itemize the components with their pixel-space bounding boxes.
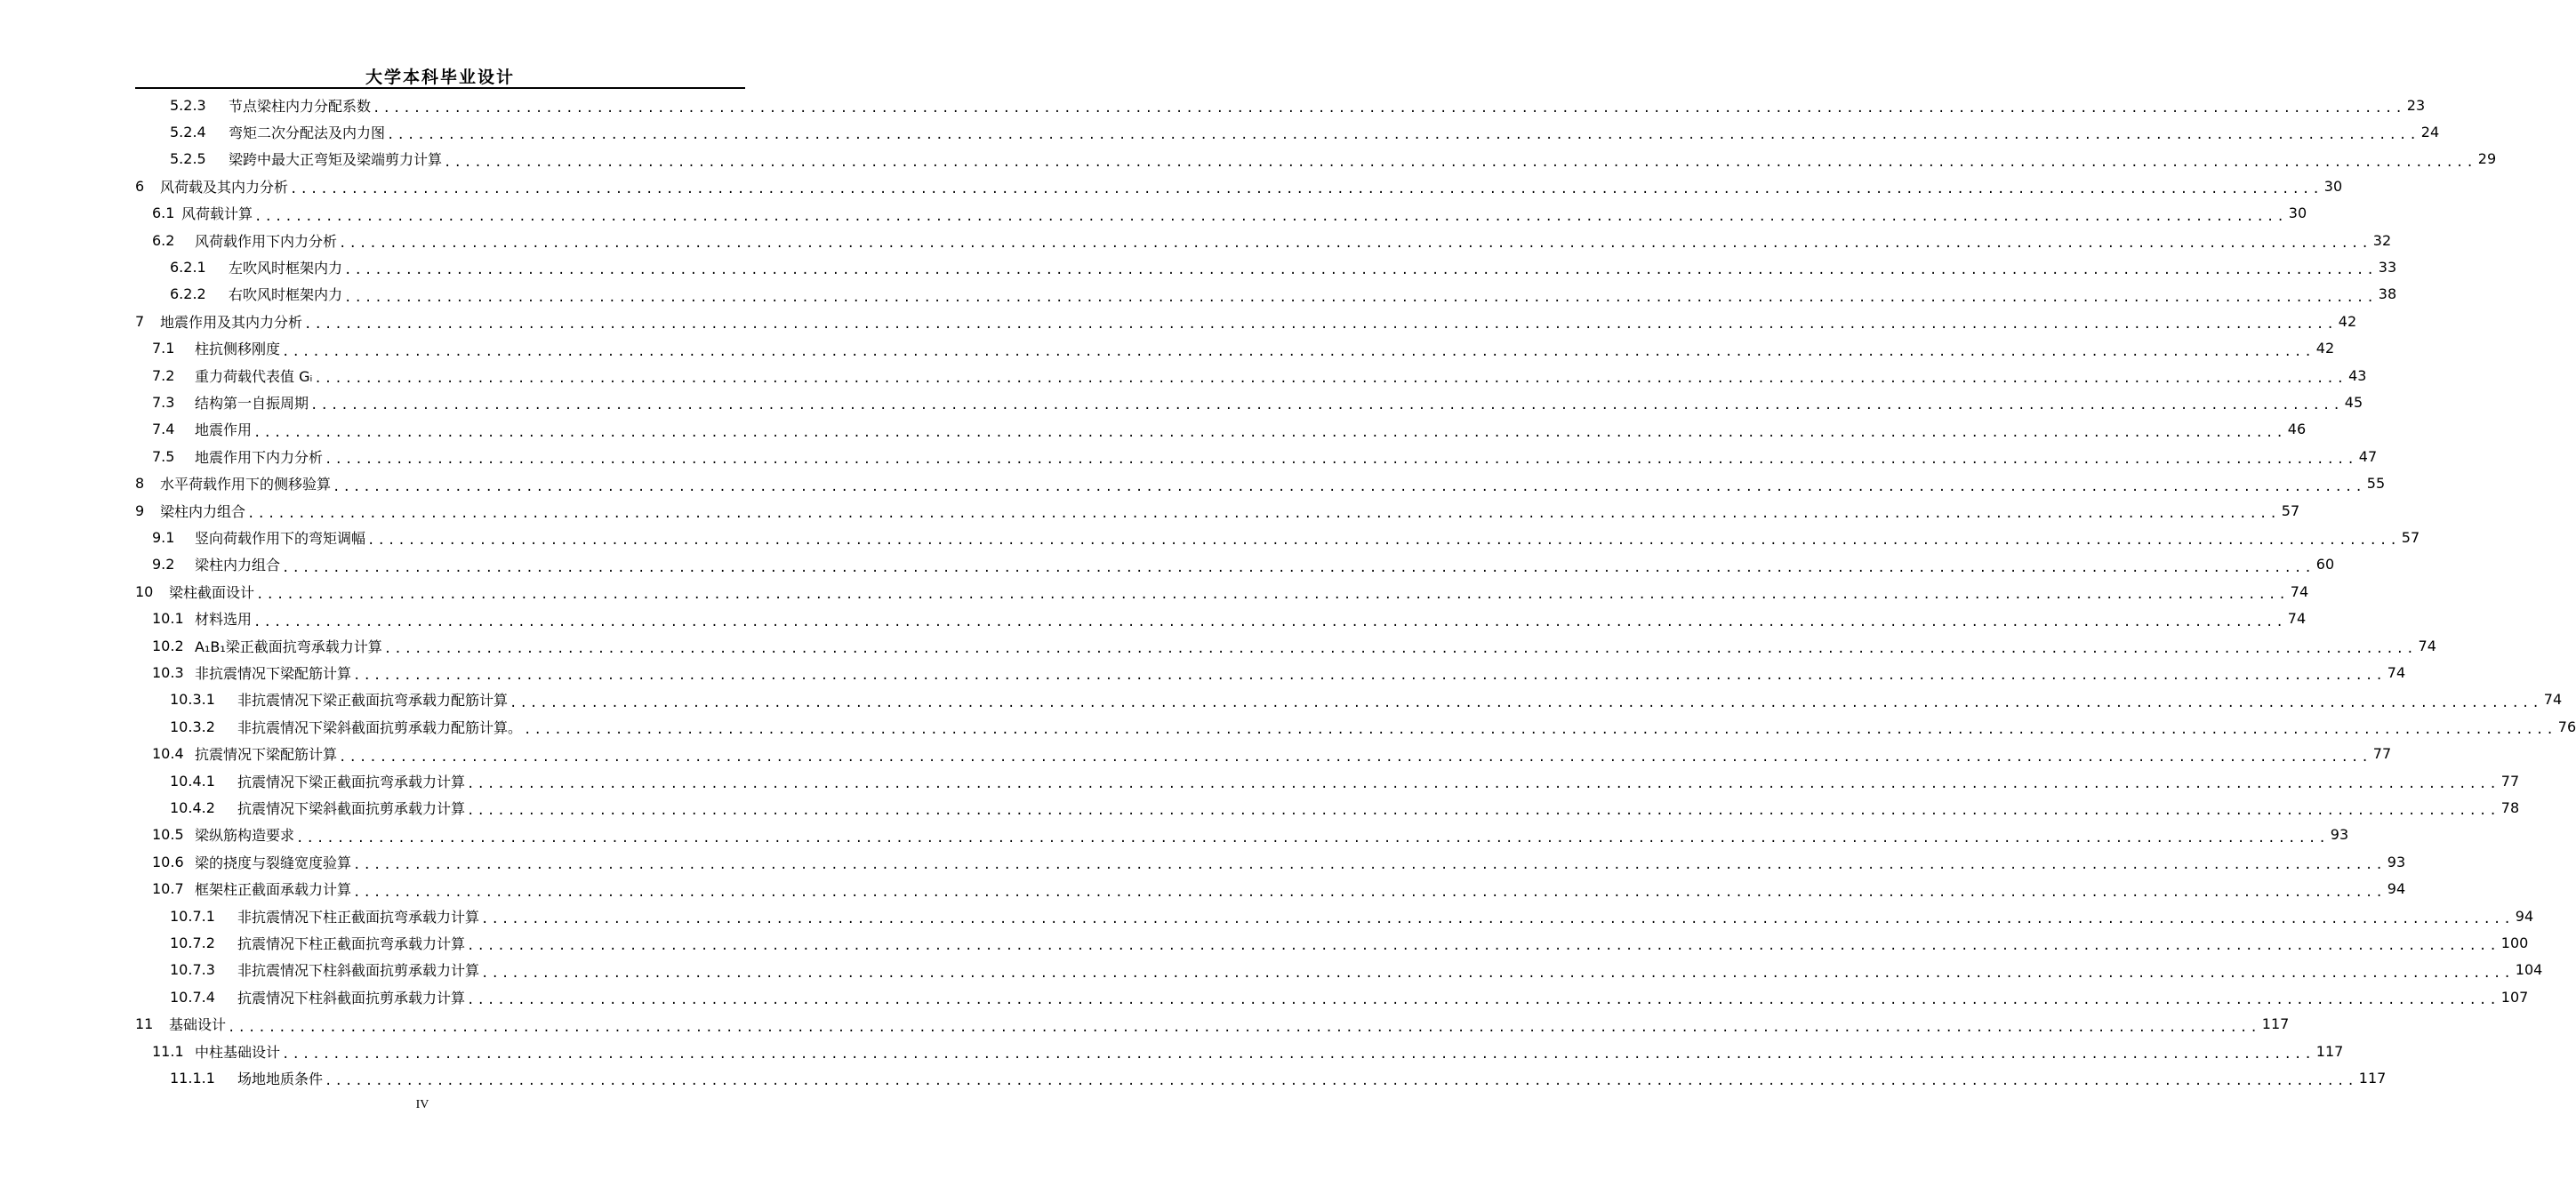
toc-entry-number: 10.5 [152,826,184,844]
toc-dot-leader: ........................................................................................................................................................................................................ [353,669,2386,684]
toc-entry-page: 29 [2477,150,2497,168]
toc-entry-title: 抗震情况下柱斜截面抗剪承载力计算 [237,989,466,1007]
toc-entry-title: 风荷载及其内力分析 [160,178,289,196]
toc-entry-page: 55 [2366,475,2386,493]
toc-entry[interactable] [152,822,2349,848]
toc-entry-page: 76 [2557,718,2576,735]
toc-entry-number: 10.2 [152,637,184,654]
toc-entry-number: 10.7.1 [170,907,215,925]
toc-entry-page: 45 [2344,393,2363,411]
toc-dot-leader: ........................................................................................................................................................................................................ [254,209,2287,224]
toc-entry-number: 10.4 [152,745,184,763]
toc-entry-page: 38 [2378,285,2397,303]
toc-entry[interactable] [152,1038,2344,1064]
toc-entry[interactable] [170,902,2534,929]
toc-entry[interactable] [170,767,2520,794]
toc-entry-title: 非抗震情况下梁配筋计算 [195,664,352,682]
toc-entry-title: 竖向荷载作用下的弯矩调幅 [195,529,366,547]
toc-dot-leader: ........................................................................................................................................................................................................ [467,939,2500,954]
toc-entry-title: 地震作用及其内力分析 [160,313,303,331]
toc-dot-leader: ........................................................................................................................................................................................................ [467,777,2500,791]
toc-entry-number: 10.6 [152,853,184,870]
toc-entry-number: 6.2.2 [170,285,206,303]
toc-entry-number: 11.1 [152,1042,184,1060]
toc-entry[interactable] [152,741,2392,767]
toc-entry-title: 中柱基础设计 [195,1043,281,1061]
toc-entry-title: 重力荷载代表值 Gᵢ [195,367,313,385]
toc-entry-number: 7.3 [152,393,175,411]
toc-entry-number: 11.1.1 [170,1069,215,1087]
toc-entry-page: 42 [2338,312,2357,330]
toc-entry-title: 材料选用 [195,611,253,629]
toc-dot-leader: ........................................................................................................................................................................................................ [282,1047,2315,1062]
toc-entry-number: 7.2 [152,366,175,384]
toc-entry-number: 7.4 [152,421,175,438]
toc-entry[interactable] [152,632,2436,659]
toc-entry-page: 74 [2543,691,2563,709]
toc-entry-title: 风荷载计算 [181,205,253,223]
toc-entry-title: 非抗震情况下梁正截面抗弯承载力配筋计算 [237,692,509,710]
toc-entry[interactable] [170,92,2426,118]
toc-entry-title: 框架柱正截面承载力计算 [195,881,352,899]
toc-entry[interactable] [135,470,2386,497]
toc-entry-title: 场地地质条件 [237,1070,324,1087]
footer-page-number: IV [415,1098,429,1111]
toc-dot-leader: ........................................................................................................................................................................................................ [510,695,2542,710]
toc-entry-page: 77 [2500,772,2520,790]
toc-entry[interactable] [152,848,2406,875]
toc-entry-title: 非抗震情况下柱斜截面抗剪承载力计算 [237,962,480,980]
toc-dot-leader: ........................................................................................................................................................................................................ [344,290,2377,305]
toc-dot-leader: ........................................................................................................................................................................................................ [339,237,2371,251]
toc-entry-number: 5.2.4 [170,123,206,140]
toc-entry-page: 78 [2500,798,2520,816]
toc-entry-number: 10 [135,582,154,600]
toc-dot-leader: ........................................................................................................................................................................................................ [481,912,2514,926]
toc-entry-title: 结构第一自振周期 [195,394,309,412]
toc-entry[interactable] [152,362,2367,389]
toc-dot-leader: ........................................................................................................................................................................................................ [353,885,2386,900]
toc-entry-title: 水平荷载作用下的侧移验算 [160,476,332,493]
toc-entry-title: 地震作用下内力分析 [195,448,324,466]
toc-entry-page: 42 [2315,340,2335,357]
toc-entry[interactable] [170,253,2397,280]
toc-entry[interactable] [152,200,2307,227]
header-rule [135,87,745,89]
toc-entry-title: 节点梁柱内力分配系数 [229,97,372,115]
toc-dot-leader: ........................................................................................................................................................................................................ [304,317,2337,333]
toc-entry-page: 57 [2281,501,2300,519]
toc-entry-page: 104 [2515,961,2543,979]
toc-entry-number: 6.2 [152,231,175,249]
toc-entry-page: 107 [2500,988,2529,1006]
toc-entry-page: 117 [2315,1042,2344,1060]
toc-entry-number: 6 [135,177,145,195]
toc-entry-page: 74 [2418,637,2436,654]
toc-entry-title: 非抗震情况下梁斜截面抗剪承载力配筋计算。 [237,718,523,736]
toc-entry-page: 23 [2406,96,2426,114]
toc-entry-title: A₁B₁梁正截面抗弯承载力计算 [195,638,382,655]
toc-entry-number: 6.1 [152,205,175,222]
toc-entry-number: 5.2.5 [170,150,206,168]
toc-entry-page: 30 [2323,177,2343,195]
toc-entry-page: 100 [2500,934,2529,951]
toc-dot-leader: ........................................................................................................................................................................................................ [344,263,2377,278]
toc-entry-number: 7 [135,312,145,330]
toc-entry-number: 7.5 [152,447,175,465]
toc-dot-leader: ........................................................................................................................................................................................................ [481,966,2514,981]
toc-entry-title: 梁纵筋构造要求 [195,827,295,845]
toc-entry-title: 基础设计 [169,1016,227,1034]
toc-entry-title: 梁柱截面设计 [169,583,255,601]
toc-entry[interactable] [152,389,2363,415]
toc-entry-title: 地震作用 [195,421,253,439]
toc-entry-page: 93 [2387,853,2406,870]
toc-entry-page: 30 [2288,205,2307,222]
toc-entry[interactable] [152,524,2420,550]
toc-dot-leader: ........................................................................................................................................................................................................ [444,155,2476,170]
toc-entry[interactable] [152,335,2335,362]
toc-entry-page: 94 [2515,907,2534,925]
toc-entry-number: 10.4.2 [170,798,215,816]
toc-entry[interactable] [152,876,2406,902]
toc-dot-leader: ........................................................................................................................................................................................................ [339,750,2371,765]
toc-entry-number: 9 [135,501,145,519]
toc-entry-title: 左吹风时框架内力 [229,259,343,277]
toc-entry-title: 右吹风时框架内力 [229,286,343,304]
toc-entry-number: 10.7.2 [170,934,215,951]
toc-entry-page: 93 [2330,826,2349,844]
toc-entry-page: 94 [2387,880,2406,898]
toc-entry[interactable] [152,227,2392,253]
toc-entry-page: 74 [2287,610,2307,628]
toc-entry-number: 7.1 [152,340,175,357]
toc-entry-page: 47 [2358,447,2378,465]
toc-entry-page: 117 [2358,1069,2387,1087]
toc-dot-leader: ........................................................................................................................................................................................................ [333,479,2365,494]
toc-entry-page: 60 [2315,556,2335,573]
toc-entry-page: 74 [2387,663,2406,681]
toc-entry[interactable] [152,551,2335,578]
toc-entry-number: 10.7.3 [170,961,215,979]
toc-entry-number: 10.3 [152,663,184,681]
toc-entry-number: 9.2 [152,556,175,573]
toc-entry-page: 32 [2372,231,2392,249]
toc-entry[interactable] [135,1011,2290,1038]
toc-entry-title: 梁跨中最大正弯矩及梁端剪力计算 [229,151,443,169]
toc-entry-number: 10.3.1 [170,691,215,709]
toc-dot-leader: ........................................................................................................................................................................................................ [367,533,2400,549]
toc-entry-page: 117 [2261,1015,2290,1033]
toc-dot-leader: ........................................................................................................................................................................................................ [310,398,2343,413]
toc-entry-title: 抗震情况下梁斜截面抗剪承载力计算 [237,799,466,817]
toc-entry[interactable] [170,794,2520,821]
toc-entry[interactable] [170,929,2529,956]
toc-dot-leader: ........................................................................................................................................................................................................ [387,128,2420,143]
toc-entry[interactable] [135,172,2343,199]
toc-entry-title: 抗震情况下柱正截面抗弯承载力计算 [237,934,466,952]
toc-entry[interactable] [170,1064,2387,1091]
toc-entry[interactable] [135,578,2309,605]
toc-entry-page: 24 [2420,123,2440,140]
toc-dot-leader: ........................................................................................................................................................................................................ [314,372,2347,386]
toc-entry-number: 5.2.3 [170,96,206,114]
toc-entry-number: 10.1 [152,610,184,628]
toc-dot-leader: ........................................................................................................................................................................................................ [290,182,2323,197]
toc-entry-page: 77 [2372,745,2392,763]
toc-entry-page: 33 [2378,258,2397,276]
toc-entry-title: 梁柱内力组合 [195,557,281,574]
toc-entry-number: 10.7.4 [170,988,215,1006]
toc-dot-leader: ........................................................................................................................................................................................................ [467,804,2500,819]
toc-entry-number: 9.1 [152,528,175,546]
toc-dot-leader: ........................................................................................................................................................................................................ [325,1074,2357,1089]
toc-dot-leader: ........................................................................................................................................................................................................ [256,588,2289,603]
toc-dot-leader: ........................................................................................................................................................................................................ [253,614,2286,630]
toc-entry-number: 8 [135,475,145,493]
toc-entry[interactable] [135,497,2300,524]
toc-dot-leader: ........................................................................................................................................................................................................ [373,101,2405,116]
toc-dot-leader: ........................................................................................................................................................................................................ [282,344,2315,359]
toc-dot-leader: ........................................................................................................................................................................................................ [253,425,2286,440]
toc-entry-number: 11 [135,1015,154,1033]
toc-entry[interactable] [170,686,2563,713]
toc-entry-page: 57 [2401,528,2420,546]
toc-entry-page: 43 [2348,366,2367,384]
toc-entry-number: 10.3.2 [170,718,215,735]
toc-entry-title: 梁柱内力组合 [160,502,246,520]
toc-entry[interactable] [170,146,2497,172]
toc-entry-page: 74 [2290,582,2309,600]
toc-entry-page: 46 [2287,421,2307,438]
toc-entry-title: 弯矩二次分配法及内力图 [229,124,386,141]
toc-dot-leader: ........................................................................................................................................................................................................ [247,507,2280,521]
toc-entry[interactable] [152,443,2378,469]
toc-entry-title: 梁的挠度与裂缝宽度验算 [195,854,352,871]
toc-entry-title: 抗震情况下梁配筋计算 [195,746,338,764]
page-header-title: 大学本科毕业设计 [365,68,515,87]
toc-entry[interactable] [135,308,2357,334]
toc-dot-leader: ........................................................................................................................................................................................................ [524,723,2556,738]
toc-entry[interactable] [152,659,2406,686]
toc-entry[interactable] [170,957,2543,983]
toc-entry-title: 风荷载作用下内力分析 [195,232,338,250]
toc-entry[interactable] [170,118,2440,145]
toc-entry-title: 柱抗侧移刚度 [195,341,281,358]
toc-entry[interactable] [170,281,2397,308]
toc-entry-number: 10.7 [152,880,184,898]
toc-entry[interactable] [152,416,2307,443]
toc-dot-leader: ........................................................................................................................................................................................................ [467,993,2500,1008]
toc-entry-title: 非抗震情况下柱正截面抗弯承载力计算 [237,908,480,926]
toc-entry[interactable] [170,713,2576,740]
toc-dot-leader: ........................................................................................................................................................................................................ [353,858,2386,873]
toc-dot-leader: ........................................................................................................................................................................................................ [282,560,2315,575]
toc-dot-leader: ........................................................................................................................................................................................................ [228,1020,2260,1035]
toc-dot-leader: ........................................................................................................................................................................................................ [325,453,2357,468]
toc-entry-title: 抗震情况下梁正截面抗弯承载力计算 [237,773,466,790]
toc-entry-number: 10.4.1 [170,772,215,790]
toc-dot-leader: ........................................................................................................................................................................................................ [296,830,2329,846]
toc-entry[interactable] [152,606,2307,632]
toc-entry-number: 6.2.1 [170,258,206,276]
toc-dot-leader: ........................................................................................................................................................................................................ [383,642,2417,656]
toc-entry[interactable] [170,983,2529,1010]
